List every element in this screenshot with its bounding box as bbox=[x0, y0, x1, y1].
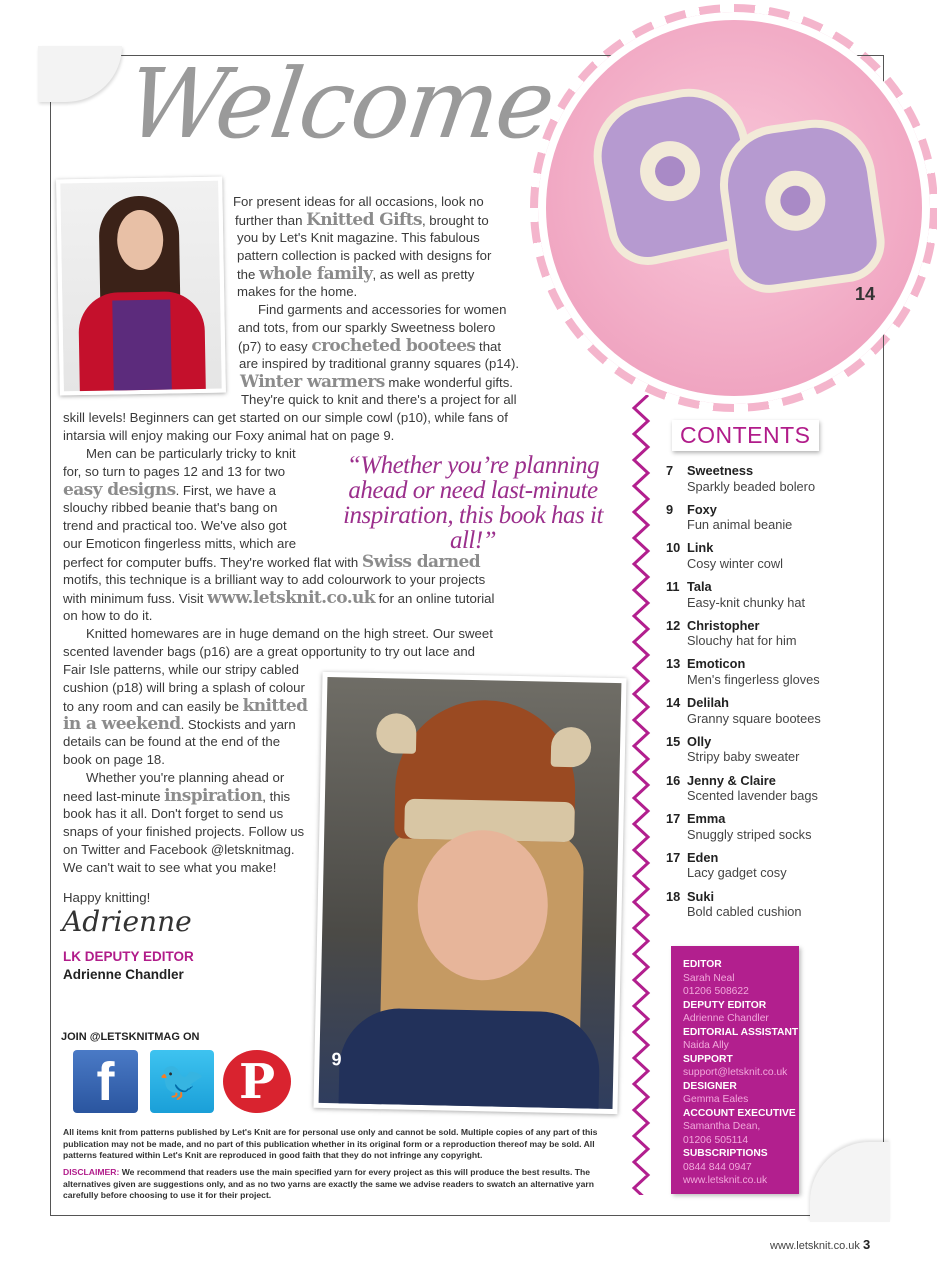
contents-item-title: Tala bbox=[687, 579, 712, 595]
body-line bbox=[237, 247, 491, 265]
body-text-segment: makes for the home. bbox=[237, 284, 358, 299]
body-line bbox=[237, 265, 474, 284]
body-line bbox=[63, 463, 285, 481]
highlighted-phrase: www.letsknit.co.uk bbox=[207, 588, 375, 608]
body-text-segment: our Emoticon fingerless mitts, which are bbox=[63, 536, 297, 551]
page-curl-top-left bbox=[38, 46, 122, 102]
contents-list bbox=[666, 463, 836, 927]
contents-item-title: Christopher bbox=[687, 617, 760, 633]
staff-role: EDITOR bbox=[683, 959, 722, 970]
contents-item[interactable] bbox=[666, 502, 836, 541]
signoff-name: Adrienne Chandler bbox=[63, 967, 184, 982]
body-text-segment: skill levels! Beginners can get started on our simple cowl (p10), while fans of bbox=[63, 410, 508, 425]
facebook-icon[interactable]: f bbox=[73, 1050, 138, 1113]
body-line bbox=[63, 787, 290, 806]
body-line bbox=[258, 301, 506, 319]
body-text-segment: For present ideas for all occasions, look no bbox=[233, 194, 484, 209]
body-text-segment: the bbox=[237, 267, 259, 282]
contents-item-description: Easy-knit chunky hat bbox=[687, 594, 806, 610]
body-text-segment: They're quick to knit and there's a project for all bbox=[241, 392, 517, 407]
staff-detail: 0844 844 0947 bbox=[683, 1161, 752, 1173]
contents-page-number: 17 bbox=[666, 849, 681, 865]
body-line bbox=[86, 625, 493, 643]
body-text-segment: , brought to bbox=[421, 213, 489, 228]
contents-item[interactable] bbox=[666, 463, 836, 502]
body-text-segment: snaps of your finished projects. Follow us bbox=[63, 824, 305, 839]
body-text-segment: scented lavender bags (p16) are a great opportunity to try out lace and bbox=[63, 644, 475, 659]
contents-page-number: 10 bbox=[666, 540, 681, 556]
staff-detail: Naida Ally bbox=[683, 1040, 729, 1051]
body-text-segment: book has it all. Don't forget to send us bbox=[63, 806, 284, 821]
contents-heading: CONTENTS bbox=[672, 420, 819, 451]
body-line bbox=[63, 427, 394, 445]
contents-item-description: Fun animal beanie bbox=[687, 517, 793, 533]
highlighted-phrase: Winter warmers bbox=[240, 372, 385, 392]
body-line bbox=[238, 319, 495, 337]
body-line bbox=[63, 679, 305, 697]
contents-item-description: Stripy baby sweater bbox=[687, 749, 800, 765]
body-line bbox=[86, 445, 296, 463]
page-folio bbox=[770, 1237, 870, 1252]
staff-role: SUBSCRIPTIONS bbox=[683, 1148, 768, 1159]
disclaimer-label: DISCLAIMER: bbox=[63, 1167, 120, 1177]
body-text-segment: for, so turn to pages 12 and 13 for two bbox=[63, 464, 286, 479]
body-text-segment: Knitted homewares are in huge demand on the high street. Our sweet bbox=[86, 626, 493, 641]
body-line bbox=[63, 823, 304, 841]
body-line bbox=[63, 751, 165, 769]
contents-item-title: Link bbox=[687, 540, 714, 556]
contents-item-description: Men's fingerless gloves bbox=[687, 671, 820, 687]
staff-detail: 01206 508622 bbox=[683, 986, 749, 997]
body-line bbox=[63, 589, 494, 608]
body-line bbox=[63, 733, 280, 751]
contents-page-number: 17 bbox=[666, 811, 681, 827]
staff-role: ACCOUNT EXECUTIVE bbox=[683, 1107, 796, 1119]
contents-item-description: Sparkly beaded bolero bbox=[687, 478, 816, 494]
highlighted-phrase: inspiration bbox=[164, 786, 263, 806]
disclaimer bbox=[63, 1167, 623, 1202]
contents-page-number: 7 bbox=[666, 463, 674, 478]
contents-page-number: 11 bbox=[666, 579, 680, 595]
body-text-segment: make wonderful gifts. bbox=[384, 375, 513, 390]
body-text-segment: details can be found at the end of the bbox=[63, 734, 281, 749]
editor-portrait-photo bbox=[56, 177, 226, 396]
contents-item-description: Scented lavender bags bbox=[687, 788, 818, 803]
pinterest-icon[interactable]: P bbox=[223, 1050, 291, 1113]
body-text-segment: , as well as pretty bbox=[372, 267, 475, 282]
contents-item-title: Sweetness bbox=[687, 463, 754, 478]
body-line bbox=[63, 607, 152, 625]
highlighted-phrase: Knitted Gifts bbox=[306, 210, 422, 230]
contents-page-number: 12 bbox=[666, 617, 681, 633]
body-text-segment: pattern collection is packed with designs for bbox=[237, 248, 492, 263]
body-line bbox=[235, 211, 489, 230]
body-text-segment: slouchy ribbed beanie that's bang on bbox=[63, 500, 278, 515]
highlighted-phrase: whole family bbox=[259, 264, 373, 284]
highlighted-phrase: crocheted bootees bbox=[311, 336, 476, 356]
contents-item-description: Granny square bootees bbox=[687, 710, 821, 726]
footer-url: www.letsknit.co.uk bbox=[770, 1240, 860, 1252]
body-text-segment: book on page 18. bbox=[63, 752, 165, 767]
signoff-role: LK DEPUTY EDITOR bbox=[63, 949, 194, 964]
contents-item-title: Emma bbox=[687, 811, 726, 827]
body-line bbox=[239, 355, 519, 373]
staff-role: EDITORIAL ASSISTANT bbox=[683, 1026, 799, 1038]
body-text-segment: Find garments and accessories for women bbox=[258, 302, 507, 317]
body-text-segment: , this bbox=[262, 789, 291, 804]
body-text-segment: on how to do it. bbox=[63, 608, 153, 623]
legal-notice: All items knit from patterns published by Let's Knit are for personal use only and cannot be sold. Multiple copies of any part of this publication may not be made, and no part of this publication whether in its original form or a reproduction thereof may be sold. All patterns featured within Let's Knit are reproduced in good faith that they do not infringe any copyright. bbox=[63, 1127, 598, 1160]
body-line bbox=[63, 535, 296, 553]
body-text-segment: Happy knitting! bbox=[63, 890, 151, 905]
body-line bbox=[63, 661, 299, 679]
staff-detail: Sarah Neal bbox=[683, 972, 735, 984]
body-text-segment: you by Let's Knit magazine. This fabulous bbox=[237, 230, 480, 245]
twitter-icon[interactable]: 🐦 bbox=[150, 1050, 214, 1113]
contents-item[interactable] bbox=[666, 889, 836, 928]
fox-hat-photo bbox=[313, 672, 626, 1114]
staff-detail: Gemma Eales bbox=[683, 1094, 749, 1105]
body-text-segment: trend and practical too. We've also got bbox=[63, 518, 287, 533]
bootee-right bbox=[712, 112, 890, 298]
body-text-segment: (p7) to easy bbox=[238, 339, 312, 354]
body-line bbox=[63, 715, 296, 734]
frame-border-bottom bbox=[50, 1215, 820, 1216]
body-line bbox=[63, 517, 287, 535]
body-line bbox=[63, 499, 277, 517]
body-line bbox=[241, 391, 517, 409]
contents-item[interactable] bbox=[666, 618, 836, 657]
body-text-segment: . First, we have a bbox=[175, 483, 276, 498]
body-text-segment: for an online tutorial bbox=[374, 591, 495, 606]
contents-item-description: Cosy winter cowl bbox=[687, 555, 784, 571]
highlighted-phrase: in a weekend bbox=[63, 714, 181, 734]
highlighted-phrase: knitted bbox=[242, 696, 308, 716]
contents-item[interactable] bbox=[666, 811, 836, 850]
body-line bbox=[63, 859, 276, 877]
body-text-segment: perfect for computer buffs. They're worked flat with bbox=[63, 555, 362, 570]
pull-quote: “Whether you’re planning ahead or need last-minute inspiration, this book has it all!” bbox=[343, 452, 603, 554]
contents-item-title: Eden bbox=[687, 849, 719, 865]
frame-border-left bbox=[50, 100, 51, 1215]
body-text-segment: that bbox=[475, 339, 502, 354]
body-text-segment: Men can be particularly tricky to knit bbox=[86, 446, 296, 461]
contents-item-description: Snuggly striped socks bbox=[687, 826, 812, 842]
body-line bbox=[86, 769, 284, 787]
body-text-segment: . Stockists and yarn bbox=[180, 717, 296, 732]
contents-item-title: Foxy bbox=[687, 501, 717, 517]
body-text-segment: Fair Isle patterns, while our stripy cabled bbox=[63, 662, 300, 677]
signature: Adrienne bbox=[62, 905, 192, 938]
social-label: JOIN @LETSKNITMAG ON bbox=[61, 1031, 200, 1043]
contents-item[interactable] bbox=[666, 695, 836, 734]
contents-page-number: 13 bbox=[666, 656, 681, 672]
staff-role: DEPUTY EDITOR bbox=[683, 999, 767, 1011]
body-line bbox=[237, 229, 480, 247]
staff-detail: 01206 505114 bbox=[683, 1134, 749, 1146]
staff-detail: support@letsknit.co.uk bbox=[683, 1067, 788, 1078]
body-line bbox=[63, 571, 485, 589]
contents-item-title: Delilah bbox=[687, 695, 729, 711]
body-line bbox=[233, 193, 484, 211]
body-text-segment: intarsia will enjoy making our Foxy animal hat on page 9. bbox=[63, 428, 395, 443]
page-number: 3 bbox=[862, 1237, 871, 1252]
body-line bbox=[63, 841, 295, 859]
contents-item-title: Suki bbox=[687, 888, 715, 904]
highlighted-phrase: easy designs bbox=[63, 480, 176, 500]
staff-credits-box bbox=[671, 946, 799, 1194]
body-text-segment: to any room and can easily be bbox=[63, 699, 243, 714]
staff-detail: Adrienne Chandler bbox=[683, 1013, 769, 1024]
body-text-segment: with minimum fuss. Visit bbox=[63, 591, 208, 606]
body-line bbox=[237, 283, 357, 301]
body-text-segment: We can't wait to see what you make! bbox=[63, 860, 277, 875]
staff-role: SUPPORT bbox=[683, 1053, 733, 1065]
contents-page-number: 15 bbox=[666, 733, 681, 749]
fox-page-number: 9 bbox=[331, 1049, 342, 1070]
contents-item-title: Jenny & Claire bbox=[687, 772, 776, 788]
contents-item[interactable] bbox=[666, 540, 836, 579]
disclaimer-text: We recommend that readers use the main specified yarn for every project as this will produce the best results. The alternatives given are suggestions only, and as no two yarns are exactly the same we advise readers to swatch an alternative yarn carefully before choosing to use it for their project. bbox=[63, 1167, 594, 1200]
body-text-segment: need last-minute bbox=[63, 789, 165, 804]
bootees-photo bbox=[538, 12, 930, 404]
contents-item[interactable] bbox=[666, 734, 836, 773]
contents-item[interactable] bbox=[666, 773, 836, 812]
contents-item-description: Lacy gadget cosy bbox=[687, 865, 787, 881]
highlighted-phrase: Swiss darned bbox=[361, 552, 481, 572]
contents-page-number: 16 bbox=[666, 772, 681, 788]
staff-detail: Samantha Dean, bbox=[683, 1121, 761, 1132]
staff-detail: www.letsknit.co.uk bbox=[683, 1175, 768, 1186]
contents-item-description: Bold cabled cushion bbox=[687, 904, 802, 920]
body-line bbox=[63, 553, 480, 572]
staff-role: DESIGNER bbox=[683, 1080, 737, 1092]
body-text-segment: further than bbox=[235, 213, 307, 228]
contents-item[interactable] bbox=[666, 579, 836, 618]
body-text-segment: and tots, from our sparkly Sweetness bolero bbox=[238, 320, 496, 335]
body-text-segment: cushion (p18) will bring a splash of colour bbox=[63, 680, 305, 695]
body-text-segment: on Twitter and Facebook @letsknitmag. bbox=[63, 842, 295, 857]
contents-page-number: 9 bbox=[666, 501, 674, 517]
contents-item[interactable] bbox=[666, 656, 836, 695]
contents-page-number: 14 bbox=[666, 695, 681, 711]
bootees-page-number: 14 bbox=[855, 284, 876, 304]
body-text-segment: motifs, this technique is a brilliant way to add colourwork to your projects bbox=[63, 572, 486, 587]
body-line bbox=[240, 373, 513, 392]
contents-page-number: 18 bbox=[666, 888, 681, 904]
page-title: Welcome bbox=[120, 48, 560, 160]
body-line bbox=[63, 643, 475, 661]
body-line bbox=[63, 805, 283, 823]
body-text-segment: Whether you're planning ahead or bbox=[86, 770, 285, 785]
page-curl-bottom-right bbox=[810, 1142, 890, 1222]
zigzag-divider bbox=[630, 395, 652, 1195]
body-line bbox=[63, 481, 276, 500]
contents-item-title: Emoticon bbox=[687, 656, 746, 672]
body-line bbox=[63, 409, 508, 427]
contents-item-description: Slouchy hat for him bbox=[687, 633, 797, 649]
contents-item-title: Olly bbox=[687, 733, 712, 749]
body-text-segment: are inspired by traditional granny squares (p14). bbox=[239, 356, 520, 371]
body-line bbox=[238, 337, 501, 356]
contents-item[interactable] bbox=[666, 850, 836, 889]
